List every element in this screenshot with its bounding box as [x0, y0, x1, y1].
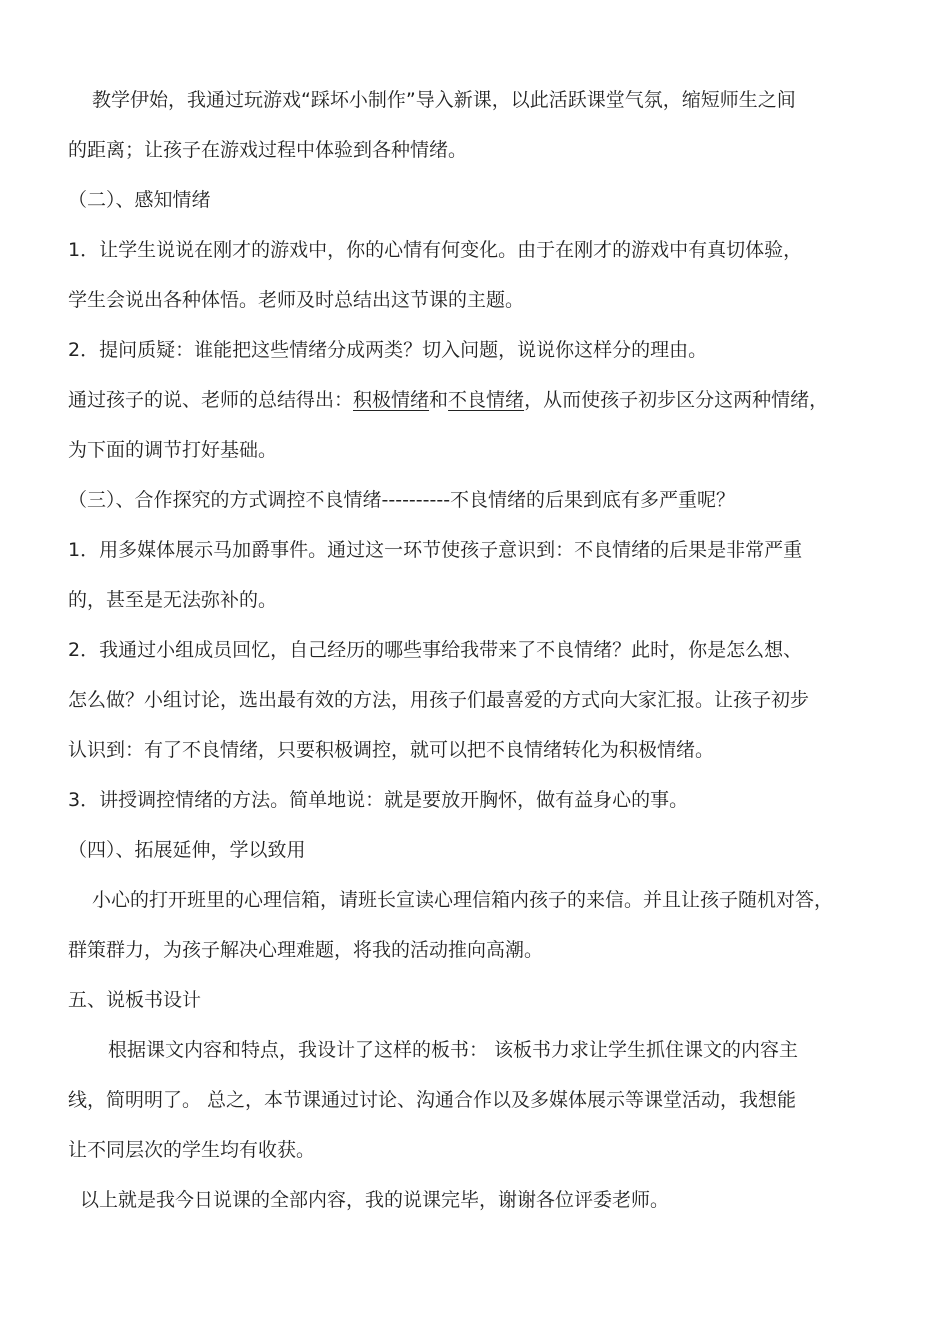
paragraph-line-18: 群策群力，为孩子解决心理难题，将我的活动推向高潮。: [68, 939, 544, 961]
paragraph-line-4: 1．让学生说说在刚才的游戏中，你的心情有何变化。由于在刚才的游戏中有真切体验，: [68, 239, 803, 261]
positive-emotion-term: 积极情绪: [353, 389, 430, 411]
section-heading-2: （二）、感知情绪: [68, 189, 211, 211]
paragraph-line-13: 怎么做？小组讨论，选出最有效的方法，用孩子们最喜爱的方式向大家汇报。让孩子初步: [68, 689, 810, 711]
section-heading-5: 五、说板书设计: [68, 989, 202, 1011]
paragraph-line-17: 小心的打开班里的心理信箱，请班长宣读心理信箱内孩子的来信。并且让孩子随机对答，: [92, 889, 834, 911]
paragraph-line-22: 让不同层次的学生均有收获。: [68, 1139, 316, 1161]
line-7-after: ，从而使孩子初步区分这两种情绪，: [524, 389, 829, 411]
paragraph-line-7: [68, 388, 828, 412]
line-7-before: 通过孩子的说、老师的总结得出：: [68, 389, 354, 411]
closing-line: 以上就是我今日说课的全部内容，我的说课完毕，谢谢各位评委老师。: [80, 1189, 670, 1211]
paragraph-line-1: 教学伊始，我通过玩游戏“踩坏小制作”导入新课，以此活跃课堂气氛，缩短师生之间: [92, 89, 796, 111]
paragraph-line-20: 根据课文内容和特点，我设计了这样的板书： 该板书力求让学生抓住课文的内容主: [108, 1039, 799, 1061]
paragraph-line-8: 为下面的调节打好基础。: [68, 439, 278, 461]
paragraph-line-12: 2．我通过小组成员回忆，自己经历的哪些事给我带来了不良情绪？此时，你是怎么想、: [68, 639, 803, 661]
paragraph-line-21: 线，简明明了。 总之，本节课通过讨论、沟通合作以及多媒体展示等课堂活动，我想能: [68, 1089, 797, 1111]
section-heading-4: （四）、拓展延伸，学以致用: [68, 839, 306, 861]
paragraph-line-15: 3．讲授调控情绪的方法。简单地说：就是要放开胸怀，做有益身心的事。: [68, 789, 689, 811]
paragraph-line-2: 的距离；让孩子在游戏过程中体验到各种情绪。: [68, 139, 468, 161]
negative-emotion-term: 不良情绪: [448, 389, 525, 411]
section-heading-3: （三）、合作探究的方式调控不良情绪----------不良情绪的后果到底有多严重呢？: [68, 489, 736, 511]
paragraph-line-6: 2．提问质疑：谁能把这些情绪分成两类？切入问题，说说你这样分的理由。: [68, 339, 708, 361]
paragraph-line-11: 的，甚至是无法弥补的。: [68, 589, 278, 611]
paragraph-line-10: 1．用多媒体展示马加爵事件。通过这一环节使孩子意识到：不良情绪的后果是非常严重: [68, 539, 803, 561]
line-7-and: 和: [429, 389, 449, 411]
paragraph-line-14: 认识到：有了不良情绪，只要积极调控，就可以把不良情绪转化为积极情绪。: [68, 739, 715, 761]
paragraph-line-5: 学生会说出各种体悟。老师及时总结出这节课的主题。: [68, 289, 525, 311]
